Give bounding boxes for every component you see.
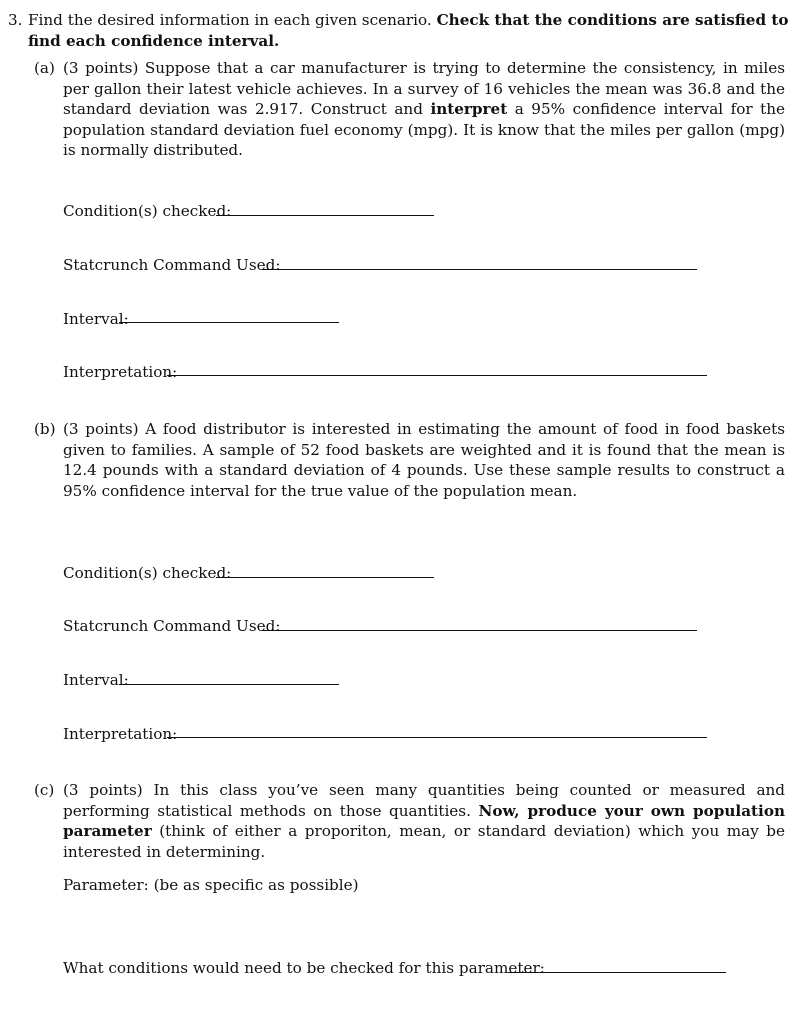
part-b-interval-label: Interval:: [63, 671, 129, 689]
part-c-parameter-label: Parameter: (be as specific as possible): [63, 876, 359, 894]
part-b-conditions-blank[interactable]: [216, 577, 434, 578]
question-intro: Find the desired information in each given scenario.: [28, 11, 432, 29]
part-b-interval-blank[interactable]: [119, 684, 339, 685]
part-b-interpretation-blank[interactable]: [167, 737, 707, 738]
part-a-interpretation-blank[interactable]: [167, 375, 707, 376]
part-b-conditions-label: Condition(s) checked:: [63, 564, 232, 582]
part-a-interval-label: Interval:: [63, 310, 129, 328]
part-c-text-end: (think of either a proporiton, mean, or standard deviation) which you may be interested in determining.: [63, 822, 786, 861]
question-instructions: [28, 10, 798, 51]
part-b-text: (3 points) A food distributor is interested in estimating the amount of food in food baskets given to families. A sample of 52 food baskets are weighted and it is found that the mean is 12.4 pounds with a standard deviation of 4 pounds. Use these sample results to construct a 95% confidence interval for the true value of the population mean.: [63, 420, 785, 500]
part-c-conditions-blank[interactable]: [508, 972, 726, 973]
part-c-text-start: (3 points) In this class you’ve seen many quantities being counted or measured and performing statistical methods on those quantities.: [63, 781, 785, 820]
part-c-bold-phrase: Now, produce your own population parameter: [63, 801, 785, 840]
part-a-text: [63, 58, 785, 161]
part-a-conditions-blank[interactable]: [216, 215, 434, 216]
part-b-interpretation-label: Interpretation:: [63, 725, 178, 743]
part-b-command-blank[interactable]: [262, 630, 697, 631]
part-b-command-label: Statcrunch Command Used:: [63, 617, 281, 635]
part-a-command-blank[interactable]: [262, 269, 697, 270]
part-a-label: (a): [34, 59, 55, 77]
part-b-label: (b): [34, 420, 56, 438]
question-number: 3.: [8, 11, 23, 29]
question-intro-bold: Check that the conditions are satisfied to find each confidence interval.: [28, 11, 789, 50]
part-a-interval-blank[interactable]: [119, 322, 339, 323]
part-a-command-label: Statcrunch Command Used:: [63, 256, 281, 274]
part-a-text-end: a 95% confidence interval for the population standard deviation fuel economy (mpg). It is know that the miles per gallon (mpg) is normally distributed.: [63, 100, 786, 159]
part-a-bold-word: interpret: [430, 100, 508, 118]
part-a-interpretation-label: Interpretation:: [63, 363, 178, 381]
part-c-label: (c): [34, 781, 55, 799]
part-c-conditions-label: What conditions would need to be checked for this parameter:: [63, 959, 545, 977]
part-c-text: [63, 780, 785, 862]
part-a-text-start: (3 points) Suppose that a car manufacturer is trying to determine the consistency, in miles per gallon their latest vehicle achieves. In a survey of 16 vehicles the mean was 36.8 and the standard deviation was 2.917. Construct and: [63, 59, 785, 118]
part-a-conditions-label: Condition(s) checked:: [63, 202, 232, 220]
